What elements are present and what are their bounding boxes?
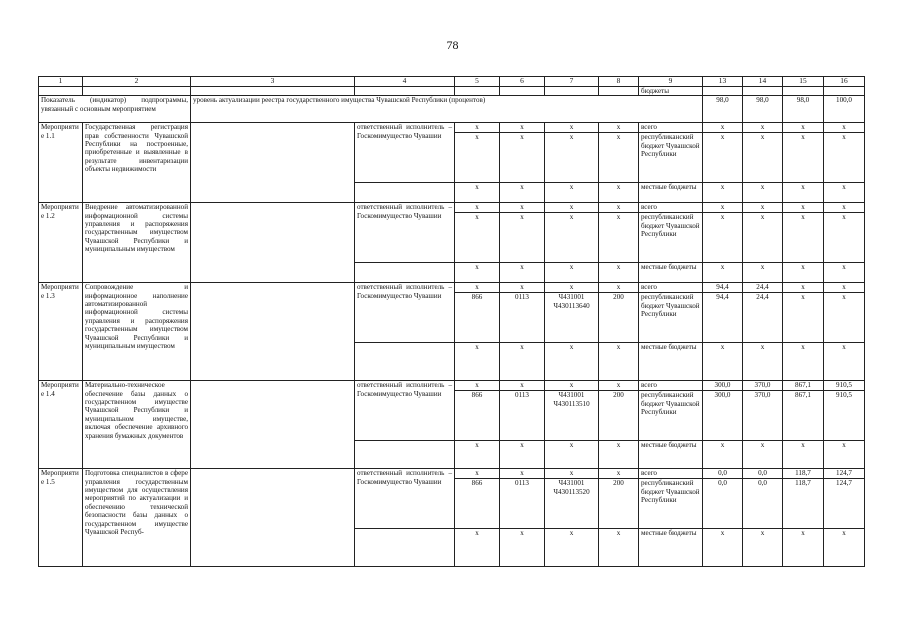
- amount-cell: 0,0: [703, 479, 743, 529]
- indicator-value: 98,0: [703, 96, 743, 123]
- indicator-value: 98,0: [743, 96, 783, 123]
- section-code-cell: x: [500, 469, 545, 479]
- amount-cell: 370,0: [743, 381, 783, 391]
- amount-cell: x: [743, 133, 783, 183]
- amount-cell: x: [783, 263, 824, 283]
- page-number: 78: [446, 38, 459, 52]
- measure-description-empty: [191, 283, 355, 381]
- amount-cell: x: [743, 183, 783, 203]
- amount-cell: 0,0: [743, 479, 783, 529]
- amount-cell: x: [703, 441, 743, 469]
- measure-code: Мероприятие 1.4: [39, 381, 83, 469]
- target-item-cell: x: [545, 343, 599, 381]
- col-header: 9: [639, 77, 703, 87]
- funding-source-cell: местные бюджеты: [639, 343, 703, 381]
- expense-type-cell: x: [599, 343, 639, 381]
- expense-type-cell: 200: [599, 391, 639, 441]
- measure-executor: ответственный исполнитель – Госкомимущество Чувашии: [355, 283, 455, 343]
- measure-title: Государственная регистрация прав собственности Чувашской Республики на построенные, приобретенные и выявленные в результате инвентаризации объекты недвижимости: [83, 123, 191, 203]
- executor-empty: [355, 441, 455, 469]
- section-code-cell: x: [500, 213, 545, 263]
- measure-title: Материально-техническое обеспечение базы данных о государственном имуществе Чувашской Республики и муниципальном имуществе, включая обеспечение архивного хранения бумажных документов: [83, 381, 191, 469]
- section-code-cell: x: [500, 381, 545, 391]
- expense-type-cell: x: [599, 133, 639, 183]
- measure-row: [39, 203, 865, 213]
- expense-type-cell: x: [599, 469, 639, 479]
- amount-cell: x: [824, 213, 865, 263]
- amount-cell: 910,5: [824, 381, 865, 391]
- target-item-cell: x: [545, 381, 599, 391]
- col-header: 4: [355, 77, 455, 87]
- gr-code-cell: x: [455, 213, 500, 263]
- section-code-cell: x: [500, 343, 545, 381]
- amount-cell: x: [783, 183, 824, 203]
- section-code-cell: x: [500, 283, 545, 293]
- measure-description-empty: [191, 203, 355, 283]
- amount-cell: x: [824, 343, 865, 381]
- gr-code-cell: x: [455, 263, 500, 283]
- funding-source-cell: всего: [639, 203, 703, 213]
- funding-source-cell: всего: [639, 381, 703, 391]
- amount-cell: x: [783, 343, 824, 381]
- measure-title: Сопровождение и информационное наполнение автоматизированной информационной системы управления и распоряжения государственным имуществом Чувашской Республики и муниципальным имуществом: [83, 283, 191, 381]
- section-code-cell: 0113: [500, 293, 545, 343]
- funding-source-cell: местные бюджеты: [639, 441, 703, 469]
- executor-empty: [355, 183, 455, 203]
- measure-description-empty: [191, 469, 355, 567]
- gr-code-cell: x: [455, 441, 500, 469]
- section-code-cell: x: [500, 529, 545, 567]
- measure-code: Мероприятие 1.3: [39, 283, 83, 381]
- amount-cell: x: [743, 263, 783, 283]
- section-code-cell: x: [500, 123, 545, 133]
- gr-code-cell: x: [455, 133, 500, 183]
- gr-code-cell: 866: [455, 479, 500, 529]
- expense-type-cell: x: [599, 283, 639, 293]
- measure-row: [39, 283, 865, 293]
- gr-code-cell: 866: [455, 391, 500, 441]
- funding-source-cell: местные бюджеты: [639, 183, 703, 203]
- amount-cell: 124,7: [824, 479, 865, 529]
- section-code-cell: x: [500, 263, 545, 283]
- target-item-cell: x: [545, 469, 599, 479]
- measure-executor: ответственный исполнитель – Госкомимущество Чувашии: [355, 469, 455, 529]
- amount-cell: x: [824, 183, 865, 203]
- amount-cell: x: [743, 441, 783, 469]
- expense-type-cell: 200: [599, 479, 639, 529]
- target-item-cell: x: [545, 203, 599, 213]
- amount-cell: x: [783, 283, 824, 293]
- amount-cell: x: [783, 123, 824, 133]
- expense-type-cell: x: [599, 441, 639, 469]
- measure-executor: ответственный исполнитель – Госкомимущество Чувашии: [355, 203, 455, 263]
- amount-cell: x: [703, 203, 743, 213]
- amount-cell: x: [743, 213, 783, 263]
- amount-cell: 300,0: [703, 381, 743, 391]
- amount-cell: x: [703, 123, 743, 133]
- col-header: 7: [545, 77, 599, 87]
- amount-cell: x: [743, 529, 783, 567]
- expense-type-cell: 200: [599, 293, 639, 343]
- amount-cell: 0,0: [743, 469, 783, 479]
- measure-executor: ответственный исполнитель – Госкомимущество Чувашии: [355, 381, 455, 441]
- section-code-cell: x: [500, 183, 545, 203]
- amount-cell: x: [783, 213, 824, 263]
- gr-code-cell: x: [455, 529, 500, 567]
- target-item-cell: x: [545, 213, 599, 263]
- amount-cell: x: [824, 203, 865, 213]
- amount-cell: 910,5: [824, 391, 865, 441]
- measure-description-empty: [191, 123, 355, 203]
- funding-source-cell: всего: [639, 469, 703, 479]
- amount-cell: 867,1: [783, 391, 824, 441]
- amount-cell: x: [703, 213, 743, 263]
- amount-cell: x: [743, 123, 783, 133]
- target-item-cell: x: [545, 263, 599, 283]
- amount-cell: 124,7: [824, 469, 865, 479]
- amount-cell: x: [703, 263, 743, 283]
- col-header: 16: [824, 77, 865, 87]
- budget-type-cell: бюджеты: [639, 87, 703, 96]
- measure-code: Мероприятие 1.1: [39, 123, 83, 203]
- column-number-row: [39, 77, 865, 87]
- measure-row: [39, 123, 865, 133]
- col-header: 8: [599, 77, 639, 87]
- amount-cell: 24,4: [743, 293, 783, 343]
- col-header: 6: [500, 77, 545, 87]
- amount-cell: 118,7: [783, 469, 824, 479]
- funding-source-cell: республиканский бюджет Чувашской Республики: [639, 213, 703, 263]
- gr-code-cell: x: [455, 183, 500, 203]
- target-item-cell: x: [545, 133, 599, 183]
- col-header: 2: [83, 77, 191, 87]
- measure-row: [39, 381, 865, 391]
- measure-row: [39, 469, 865, 479]
- indicator-description: уровень актуализации реестра государственного имущества Чувашской Республики (процентов): [191, 96, 703, 123]
- amount-cell: x: [703, 529, 743, 567]
- executor-empty: [355, 529, 455, 567]
- amount-cell: 24,4: [743, 283, 783, 293]
- section-code-cell: 0113: [500, 479, 545, 529]
- measure-code: Мероприятие 1.2: [39, 203, 83, 283]
- target-item-cell: x: [545, 529, 599, 567]
- expense-type-cell: x: [599, 183, 639, 203]
- funding-source-cell: всего: [639, 123, 703, 133]
- funding-source-cell: местные бюджеты: [639, 263, 703, 283]
- col-header: 5: [455, 77, 500, 87]
- amount-cell: x: [783, 133, 824, 183]
- carry-over-row: [39, 87, 865, 96]
- indicator-value: 98,0: [783, 96, 824, 123]
- gr-code-cell: x: [455, 381, 500, 391]
- measure-description-empty: [191, 381, 355, 469]
- section-code-cell: 0113: [500, 391, 545, 441]
- funding-source-cell: республиканский бюджет Чувашской Республики: [639, 293, 703, 343]
- amount-cell: x: [824, 133, 865, 183]
- amount-cell: x: [824, 529, 865, 567]
- target-item-cell: Ч431001 Ч430113520: [545, 479, 599, 529]
- expense-type-cell: x: [599, 263, 639, 283]
- amount-cell: 300,0: [703, 391, 743, 441]
- col-header: 13: [703, 77, 743, 87]
- gr-code-cell: x: [455, 203, 500, 213]
- amount-cell: x: [743, 343, 783, 381]
- target-item-cell: x: [545, 123, 599, 133]
- amount-cell: x: [783, 203, 824, 213]
- col-header: 1: [39, 77, 83, 87]
- amount-cell: 94,4: [703, 283, 743, 293]
- measure-code: Мероприятие 1.5: [39, 469, 83, 567]
- target-item-cell: Ч431001 Ч430113510: [545, 391, 599, 441]
- amount-cell: 867,1: [783, 381, 824, 391]
- amount-cell: x: [783, 441, 824, 469]
- target-item-cell: x: [545, 283, 599, 293]
- target-item-cell: x: [545, 183, 599, 203]
- measure-executor: ответственный исполнитель – Госкомимущество Чувашии: [355, 123, 455, 183]
- amount-cell: x: [703, 343, 743, 381]
- executor-empty: [355, 263, 455, 283]
- col-header: 14: [743, 77, 783, 87]
- funding-source-cell: местные бюджеты: [639, 529, 703, 567]
- section-code-cell: x: [500, 441, 545, 469]
- col-header: 15: [783, 77, 824, 87]
- expense-type-cell: x: [599, 529, 639, 567]
- gr-code-cell: x: [455, 469, 500, 479]
- expense-type-cell: x: [599, 213, 639, 263]
- amount-cell: 118,7: [783, 479, 824, 529]
- funding-source-cell: республиканский бюджет Чувашской Республики: [639, 479, 703, 529]
- amount-cell: x: [743, 203, 783, 213]
- amount-cell: 0,0: [703, 469, 743, 479]
- amount-cell: x: [783, 293, 824, 343]
- expense-type-cell: x: [599, 123, 639, 133]
- section-code-cell: x: [500, 133, 545, 183]
- funding-source-cell: всего: [639, 283, 703, 293]
- amount-cell: x: [703, 183, 743, 203]
- gr-code-cell: x: [455, 283, 500, 293]
- indicator-label: Показатель (индикатор) подпрограммы, увязанный с основным мероприятием: [39, 96, 191, 123]
- amount-cell: x: [824, 283, 865, 293]
- amount-cell: x: [824, 293, 865, 343]
- gr-code-cell: 866: [455, 293, 500, 343]
- amount-cell: x: [703, 133, 743, 183]
- measure-title: Внедрение автоматизированной информационной системы управления и распоряжения государственным имуществом Чувашской Республики и муниципальным имуществом: [83, 203, 191, 283]
- gr-code-cell: x: [455, 123, 500, 133]
- gr-code-cell: x: [455, 343, 500, 381]
- expense-type-cell: x: [599, 203, 639, 213]
- target-item-cell: Ч431001 Ч430113640: [545, 293, 599, 343]
- col-header: 3: [191, 77, 355, 87]
- amount-cell: x: [824, 441, 865, 469]
- funding-source-cell: республиканский бюджет Чувашской Республики: [639, 133, 703, 183]
- amount-cell: 370,0: [743, 391, 783, 441]
- expense-type-cell: x: [599, 381, 639, 391]
- executor-empty: [355, 343, 455, 381]
- amount-cell: 94,4: [703, 293, 743, 343]
- budget-table: [38, 76, 865, 567]
- funding-source-cell: республиканский бюджет Чувашской Республики: [639, 391, 703, 441]
- measure-title: Подготовка специалистов в сфере управления государственным имуществом для осуществления мероприятий по актуализации и обеспечению технической безопасности базы данных о государственном имуществе Чувашской Респуб-: [83, 469, 191, 567]
- indicator-row: [39, 96, 865, 123]
- indicator-value: 100,0: [824, 96, 865, 123]
- amount-cell: x: [783, 529, 824, 567]
- section-code-cell: x: [500, 203, 545, 213]
- target-item-cell: x: [545, 441, 599, 469]
- amount-cell: x: [824, 123, 865, 133]
- amount-cell: x: [824, 263, 865, 283]
